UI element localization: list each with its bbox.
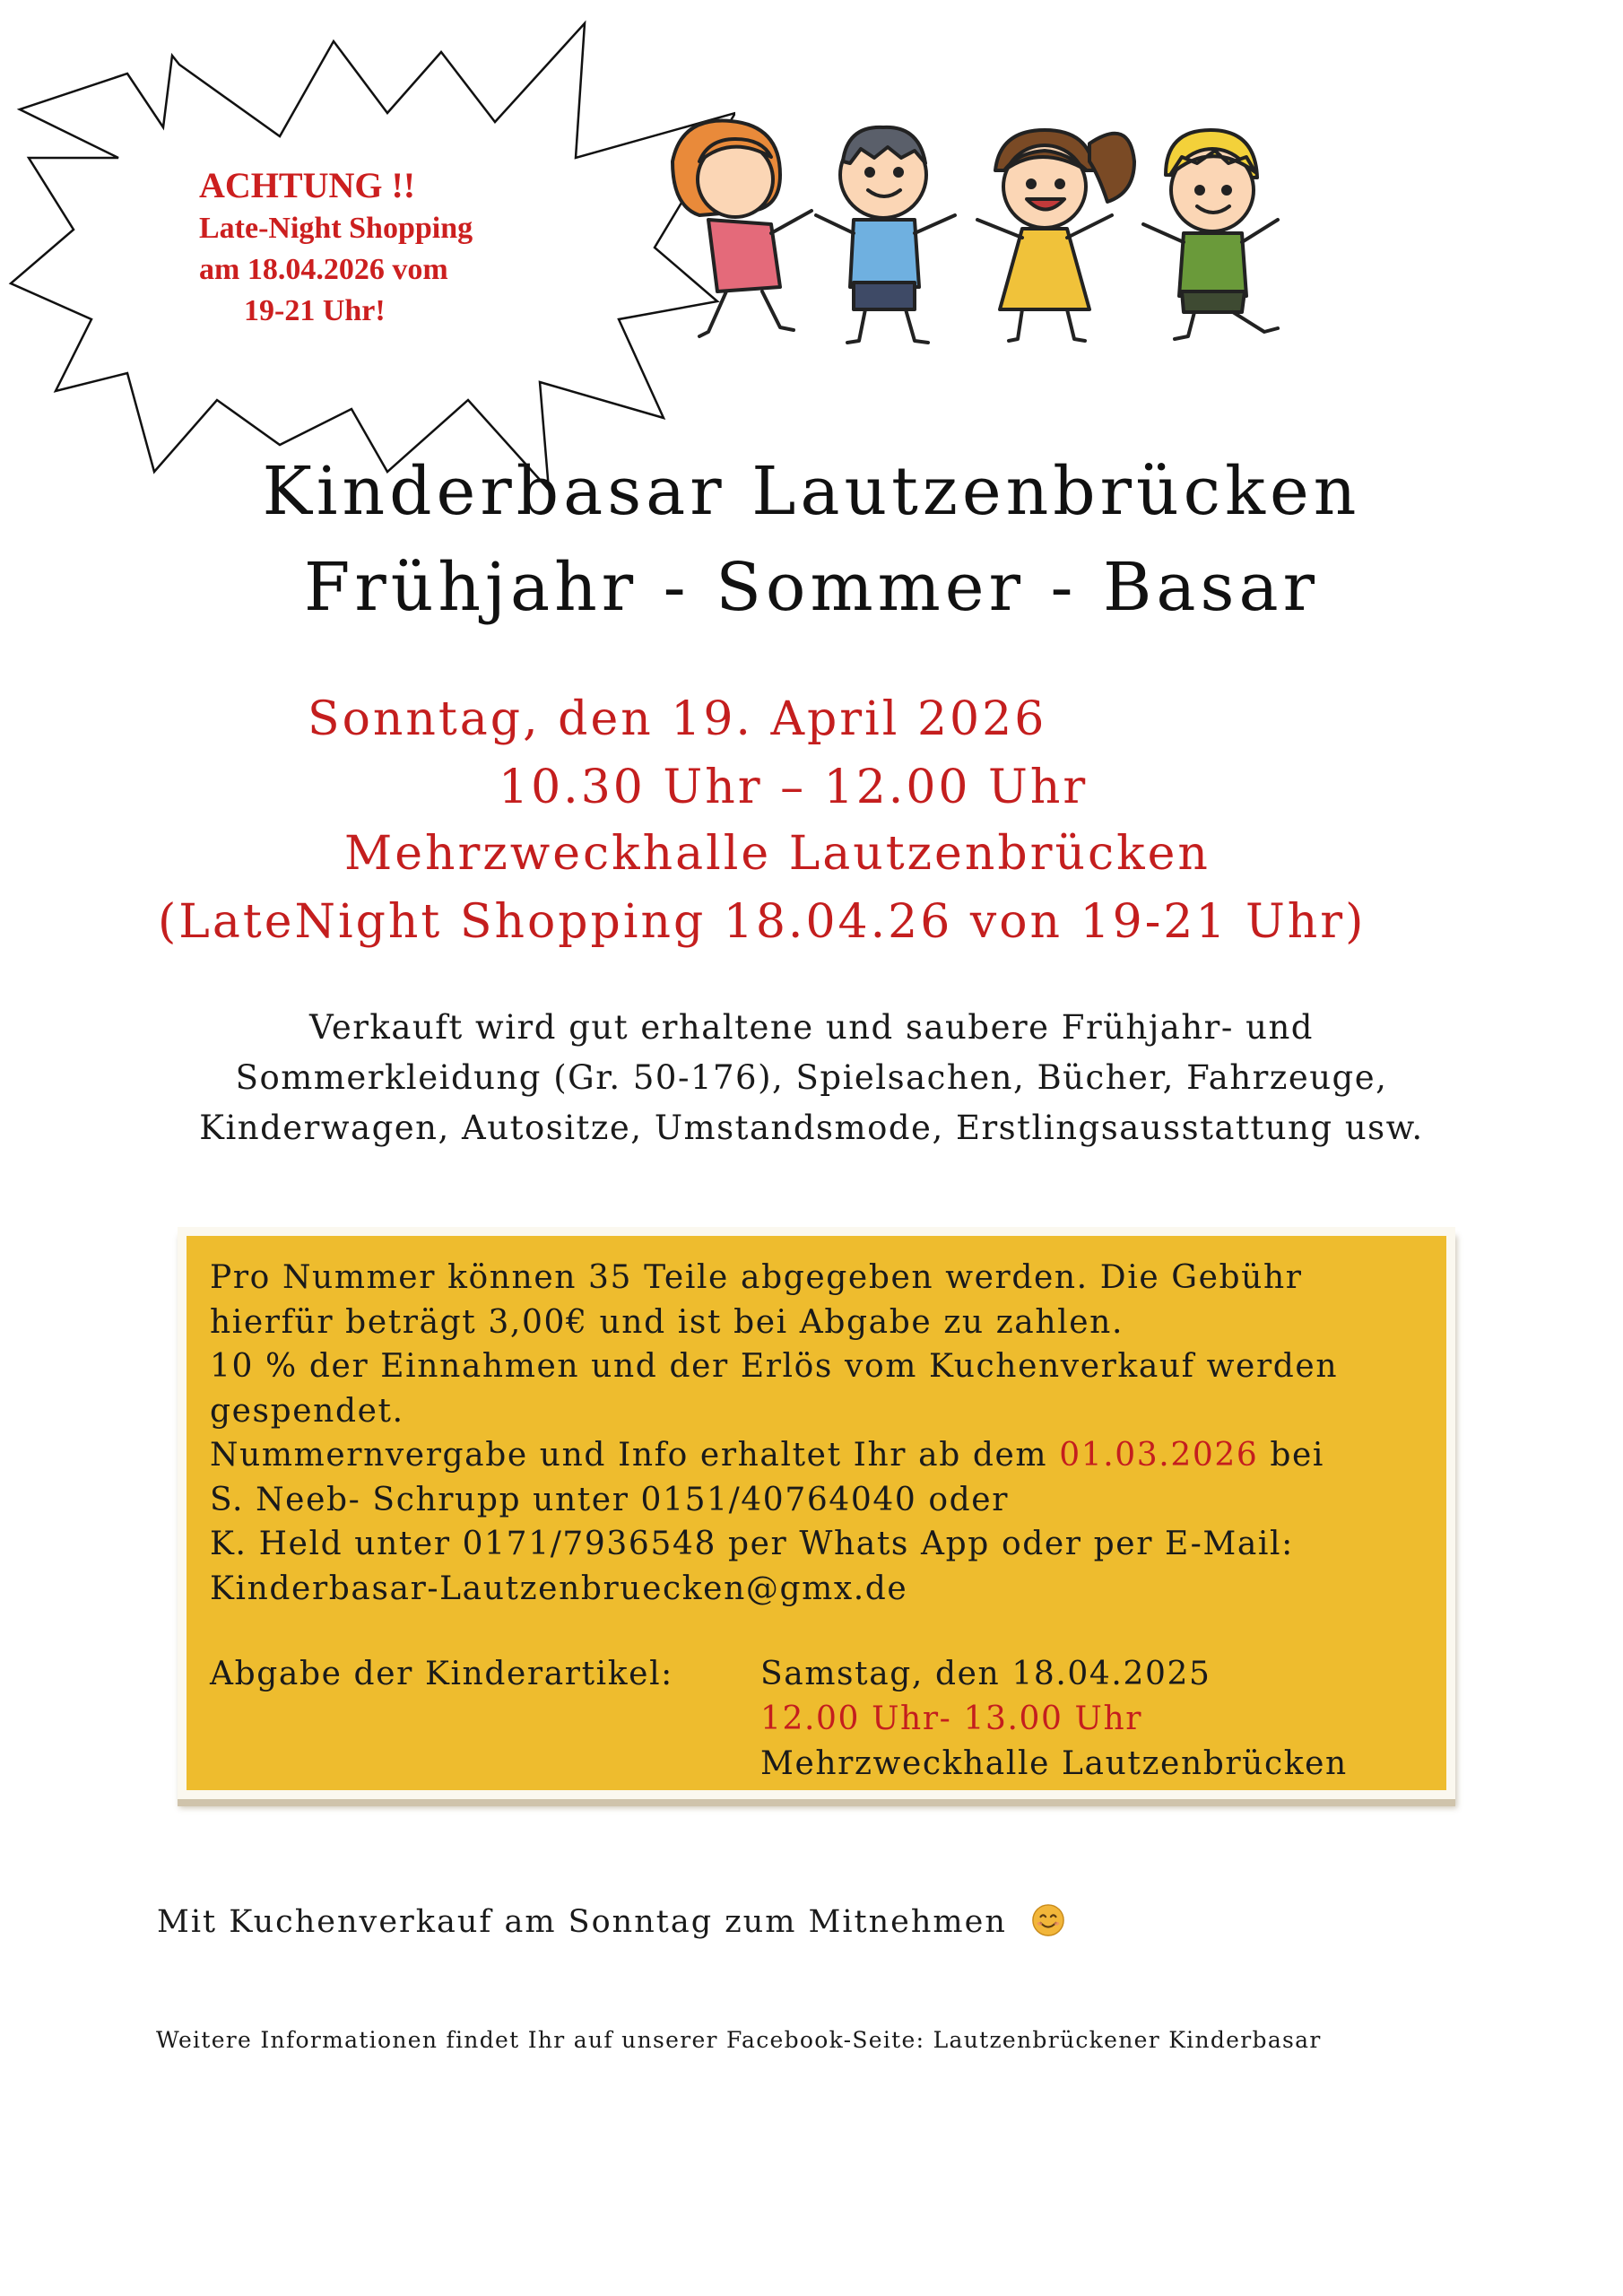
info-line-4: gespendet.: [210, 1392, 404, 1430]
event-time: 10.30 Uhr – 12.00 Uhr: [499, 761, 1089, 814]
abgabe-values: [760, 1652, 1348, 1787]
event-date: Sonntag, den 19. April 2026: [308, 692, 1047, 746]
info-line-6: S. Neeb- Schrupp unter 0151/40764040 oder: [210, 1481, 1010, 1518]
info-line-1: Pro Nummer können 35 Teile abgegeben werden. Die Gebühr: [210, 1259, 1303, 1296]
achtung-heading: ACHTUNG !!: [199, 165, 416, 205]
footer-text: Weitere Informationen findet Ihr auf unserer Facebook-Seite: Lautzenbrückener Kinderbasar: [156, 2027, 1322, 2053]
description-text: [0, 1003, 1623, 1153]
achtung-line-4: 19-21 Uhr!: [244, 294, 386, 327]
smiley-icon: [1031, 1903, 1065, 1937]
info-box: [178, 1227, 1455, 1799]
info-registration-date: 01.03.2026: [1059, 1437, 1259, 1474]
achtung-text: [199, 163, 576, 332]
description-line-1: Verkauft wird gut erhaltene und saubere Frühjahr- und: [309, 1008, 1314, 1047]
abgabe-time: 12.00 Uhr- 13.00 Uhr: [760, 1700, 1143, 1737]
info-text: [210, 1256, 1429, 1611]
abgabe-venue: Mehrzweckhalle Lautzenbrücken: [760, 1745, 1348, 1782]
abgabe-label: Abgabe der Kinderartikel:: [210, 1656, 673, 1692]
achtung-line-2: Late-Night Shopping: [199, 212, 473, 245]
info-line-5: [210, 1433, 1429, 1478]
event-venue: Mehrzweckhalle Lautzenbrücken: [344, 827, 1211, 881]
info-line-3: 10 % der Einnahmen und der Erlös vom Kuchenverkauf werden: [210, 1348, 1339, 1385]
info-line-5-post: bei: [1258, 1437, 1325, 1474]
kuchen-note: [157, 1903, 1065, 1940]
children-illustration: [646, 108, 1381, 350]
event-latenight: (LateNight Shopping 18.04.26 von 19-21 Uhr): [158, 895, 1367, 949]
info-email: Kinderbasar-Lautzenbruecken@gmx.de: [210, 1570, 908, 1607]
info-line-2: hierfür beträgt 3,00€ und ist bei Abgabe zu zahlen.: [210, 1303, 1124, 1341]
achtung-line-3: am 18.04.2026 vom: [199, 253, 448, 286]
info-line-5-pre: Nummernvergabe und Info erhaltet Ihr ab dem: [210, 1437, 1060, 1474]
abgabe-date: Samstag, den 18.04.2025: [760, 1656, 1211, 1692]
description-line-3: Kinderwagen, Autositze, Umstandsmode, Erstlingsausstattung usw.: [199, 1109, 1424, 1147]
kuchen-text: Mit Kuchenverkauf am Sonntag zum Mitnehmen: [157, 1904, 1007, 1940]
description-line-2: Sommerkleidung (Gr. 50-176), Spielsachen, Bücher, Fahrzeuge,: [235, 1058, 1388, 1097]
page-subtitle: Frühjahr - Sommer - Basar: [304, 549, 1319, 626]
info-line-7: K. Held unter 0171/7936548 per Whats App oder per E-Mail:: [210, 1526, 1294, 1562]
page-title: Kinderbasar Lautzenbrücken: [262, 453, 1361, 530]
